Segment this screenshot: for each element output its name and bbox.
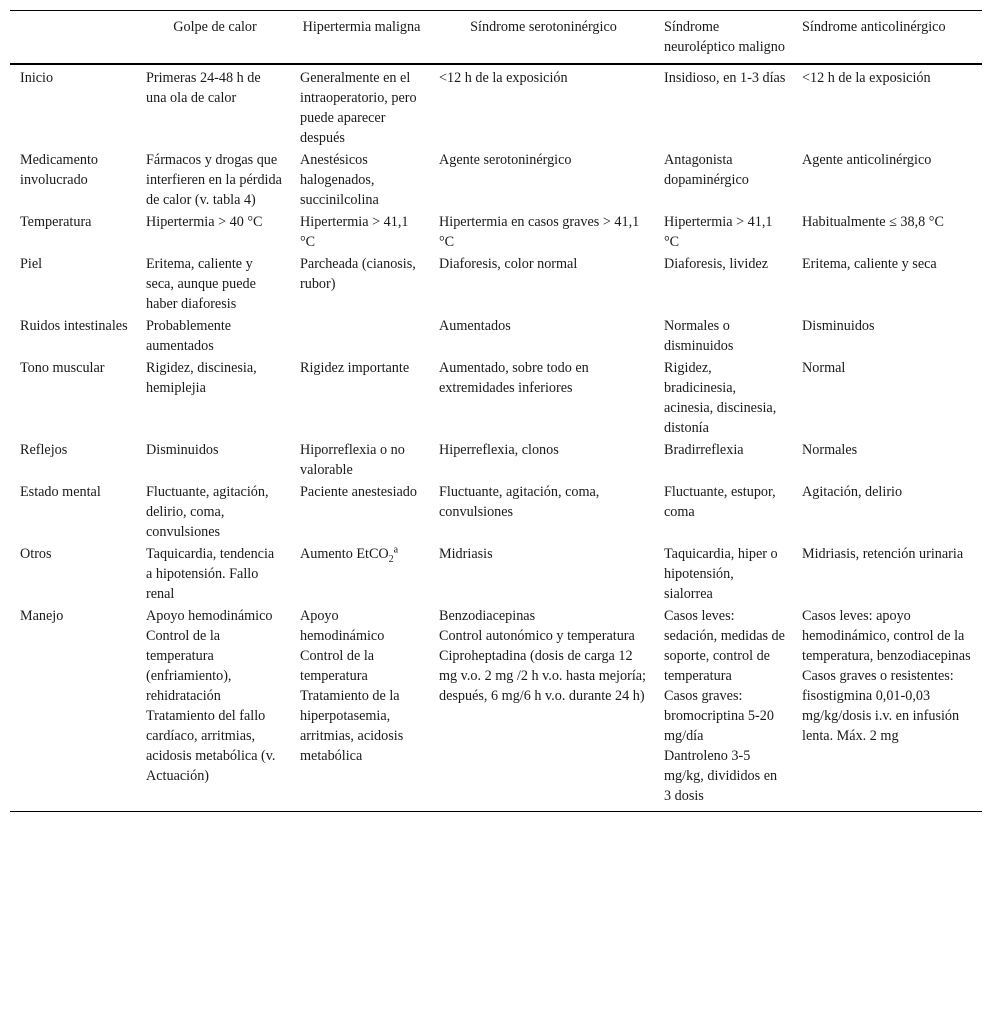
cell-text: Rigidez, bradicinesia, acinesia, discinesia, distonía bbox=[664, 360, 777, 436]
table-cell bbox=[290, 439, 429, 481]
table-cell bbox=[136, 481, 290, 543]
table-cell bbox=[429, 543, 654, 605]
table-cell bbox=[654, 253, 792, 315]
table-cell bbox=[290, 357, 429, 439]
cell-text: Control de la temperatura bbox=[300, 648, 375, 684]
table-cell bbox=[654, 543, 792, 605]
cell-text: Normales o disminuidos bbox=[664, 318, 734, 354]
table-cell bbox=[136, 64, 290, 149]
cell-text: Agente serotoninérgico bbox=[439, 152, 572, 168]
header-sindrome-neuroleptico-maligno: Síndrome neuroléptico maligno bbox=[664, 19, 785, 55]
cell-text: Control autonómico y temperatura bbox=[439, 628, 635, 644]
cell-text: Probablemente aumentados bbox=[146, 318, 232, 354]
table-cell bbox=[290, 543, 429, 605]
table-cell bbox=[654, 211, 792, 253]
table-cell bbox=[290, 315, 429, 357]
header-hipertermia-maligna: Hipertermia maligna bbox=[302, 19, 421, 35]
cell-text: <12 h de la exposición bbox=[439, 70, 568, 86]
table-cell bbox=[136, 149, 290, 211]
header-sindrome-serotoninergico: Síndrome serotoninérgico bbox=[470, 19, 617, 35]
table-cell bbox=[136, 253, 290, 315]
table-row bbox=[10, 253, 982, 315]
row-label: Medicamento involucrado bbox=[20, 152, 99, 188]
cell-text: Diaforesis, lividez bbox=[664, 256, 769, 272]
cell-text: Taquicardia, hiper o hipotensión, sialorrea bbox=[664, 546, 778, 602]
cell-text: Disminuidos bbox=[146, 442, 219, 458]
table-cell bbox=[136, 439, 290, 481]
row-label: Ruidos intestinales bbox=[20, 318, 128, 334]
table-cell bbox=[429, 253, 654, 315]
table-cell bbox=[792, 481, 982, 543]
cell-text: Paciente anestesiado bbox=[300, 484, 417, 500]
cell-text: Control de la temperatura (enfriamiento), rehidratación bbox=[146, 628, 232, 704]
table-cell bbox=[792, 211, 982, 253]
cell-text: Tratamiento del fallo cardíaco, arritmias, acidosis metabólica (v. Actuación) bbox=[146, 708, 276, 784]
cell-text: Hipertermia > 40 °C bbox=[146, 214, 263, 230]
table-cell bbox=[429, 481, 654, 543]
cell-text: Habitualmente ≤ 38,8 °C bbox=[802, 214, 944, 230]
cell-text: Rigidez, discinesia, hemiplejia bbox=[146, 360, 257, 396]
cell-text: Rigidez importante bbox=[300, 360, 410, 376]
cell-text: Bradirreflexia bbox=[664, 442, 744, 458]
table-cell bbox=[654, 64, 792, 149]
cell-text: Fluctuante, agitación, coma, convulsiones bbox=[439, 484, 600, 520]
table-cell bbox=[654, 439, 792, 481]
table-header bbox=[10, 11, 982, 65]
clinical-comparison-table bbox=[10, 10, 982, 812]
table-row bbox=[10, 149, 982, 211]
table-cell bbox=[429, 439, 654, 481]
row-label: Otros bbox=[20, 546, 52, 562]
cell-text: Parcheada (cianosis, rubor) bbox=[300, 256, 416, 292]
cell-text: Apoyo hemodinámico bbox=[146, 608, 273, 624]
cell-text: Casos leves: apoyo hemodinámico, control de la temperatura, benzodiacepinas bbox=[802, 608, 971, 664]
table-cell bbox=[792, 439, 982, 481]
table-row bbox=[10, 543, 982, 605]
table-cell bbox=[429, 64, 654, 149]
cell-text: Normales bbox=[802, 442, 858, 458]
table-cell bbox=[429, 315, 654, 357]
row-label: Inicio bbox=[20, 70, 54, 86]
table-cell bbox=[429, 211, 654, 253]
table-cell bbox=[654, 357, 792, 439]
cell-text: Hiporreflexia o no valorable bbox=[300, 442, 405, 478]
header-sindrome-anticolinergico: Síndrome anticolinérgico bbox=[802, 19, 946, 35]
cell-text: Diaforesis, color normal bbox=[439, 256, 578, 272]
row-label: Tono muscular bbox=[20, 360, 105, 376]
table-cell bbox=[290, 211, 429, 253]
table-row bbox=[10, 64, 982, 149]
table-cell bbox=[654, 149, 792, 211]
table-cell bbox=[792, 605, 982, 812]
etco2-footnote-marker: a bbox=[393, 544, 399, 556]
cell-text: Antagonista dopaminérgico bbox=[664, 152, 749, 188]
table-body bbox=[10, 64, 982, 812]
cell-text: Dantroleno 3-5 mg/kg, divididos en 3 dosis bbox=[664, 748, 778, 804]
cell-text: Casos graves o resistentes: fisostigmina 0,01-0,03 mg/kg/dosis i.v. en infusión lenta. Máx. 2 mg bbox=[802, 668, 960, 744]
row-label: Temperatura bbox=[20, 214, 92, 230]
etco2-text: Aumento EtCO bbox=[300, 546, 389, 562]
table-cell bbox=[654, 605, 792, 812]
cell-text: Eritema, caliente y seca, aunque puede haber diaforesis bbox=[146, 256, 256, 312]
cell-text: Taquicardia, tendencia a hipotensión. Fallo renal bbox=[146, 546, 275, 602]
cell-text: Ciproheptadina (dosis de carga 12 mg v.o. 2 mg /2 h v.o. hasta mejoría; después, 6 mg/6 h v.o. durante 24 h) bbox=[439, 648, 646, 704]
table-cell bbox=[290, 149, 429, 211]
table-row bbox=[10, 211, 982, 253]
row-label: Estado mental bbox=[20, 484, 101, 500]
table-row bbox=[10, 481, 982, 543]
cell-text: Hipertermia > 41,1 °C bbox=[664, 214, 773, 250]
cell-text: Midriasis bbox=[439, 546, 493, 562]
table-cell bbox=[290, 64, 429, 149]
cell-text: Casos leves: sedación, medidas de soporte, control de temperatura bbox=[664, 608, 785, 684]
table-cell bbox=[136, 605, 290, 812]
table-cell bbox=[136, 357, 290, 439]
table-cell bbox=[136, 211, 290, 253]
cell-text: Tratamiento de la hiperpotasemia, arritmias, acidosis metabólica bbox=[300, 688, 404, 764]
cell-text: Anestésicos halogenados, succinilcolina bbox=[300, 152, 379, 208]
cell-text: Benzodiacepinas bbox=[439, 608, 536, 624]
table-cell bbox=[290, 605, 429, 812]
cell-text: Midriasis, retención urinaria bbox=[802, 546, 964, 562]
etco2-value bbox=[300, 544, 423, 564]
header-cell-empty bbox=[10, 11, 136, 65]
cell-text: Apoyo hemodinámico bbox=[300, 608, 385, 644]
table-cell bbox=[792, 149, 982, 211]
cell-text: Hipertermia > 41,1 °C bbox=[300, 214, 409, 250]
table-row bbox=[10, 439, 982, 481]
cell-text: Eritema, caliente y seca bbox=[802, 256, 937, 272]
cell-text: Fármacos y drogas que interfieren en la pérdida de calor (v. tabla 4) bbox=[146, 152, 282, 208]
etco2-subscript: 2 bbox=[388, 553, 394, 565]
table-cell bbox=[654, 481, 792, 543]
table-row bbox=[10, 605, 982, 812]
header-golpe-de-calor: Golpe de calor bbox=[173, 19, 257, 35]
row-label: Piel bbox=[20, 256, 43, 272]
cell-text: Insidioso, en 1-3 días bbox=[664, 70, 786, 86]
table-cell bbox=[429, 149, 654, 211]
table-cell bbox=[290, 481, 429, 543]
table-row bbox=[10, 357, 982, 439]
table-cell bbox=[654, 315, 792, 357]
cell-text: Hiperreflexia, clonos bbox=[439, 442, 559, 458]
cell-text: Primeras 24-48 h de una ola de calor bbox=[146, 70, 261, 106]
table-cell bbox=[792, 357, 982, 439]
cell-text: Disminuidos bbox=[802, 318, 875, 334]
cell-text: <12 h de la exposición bbox=[802, 70, 931, 86]
table-row bbox=[10, 315, 982, 357]
row-label: Manejo bbox=[20, 608, 64, 624]
cell-text: Aumentados bbox=[439, 318, 511, 334]
table-cell bbox=[792, 64, 982, 149]
table-cell bbox=[290, 253, 429, 315]
cell-text: Casos graves: bromocriptina 5-20 mg/día bbox=[664, 688, 774, 744]
cell-text: Generalmente en el intraoperatorio, pero puede aparecer después bbox=[300, 70, 417, 146]
row-label: Reflejos bbox=[20, 442, 68, 458]
cell-text: Aumentado, sobre todo en extremidades inferiores bbox=[439, 360, 589, 396]
cell-text: Normal bbox=[802, 360, 846, 376]
table-cell bbox=[792, 315, 982, 357]
cell-text: Fluctuante, agitación, delirio, coma, convulsiones bbox=[146, 484, 269, 540]
cell-text: Agente anticolinérgico bbox=[802, 152, 932, 168]
table-cell bbox=[792, 253, 982, 315]
cell-text: Fluctuante, estupor, coma bbox=[664, 484, 776, 520]
table-cell bbox=[136, 543, 290, 605]
table-cell bbox=[429, 605, 654, 812]
cell-text: Hipertermia en casos graves > 41,1 °C bbox=[439, 214, 640, 250]
table-cell bbox=[136, 315, 290, 357]
cell-text: Agitación, delirio bbox=[802, 484, 903, 500]
table-cell bbox=[792, 543, 982, 605]
table-cell bbox=[429, 357, 654, 439]
header-row bbox=[10, 11, 982, 65]
